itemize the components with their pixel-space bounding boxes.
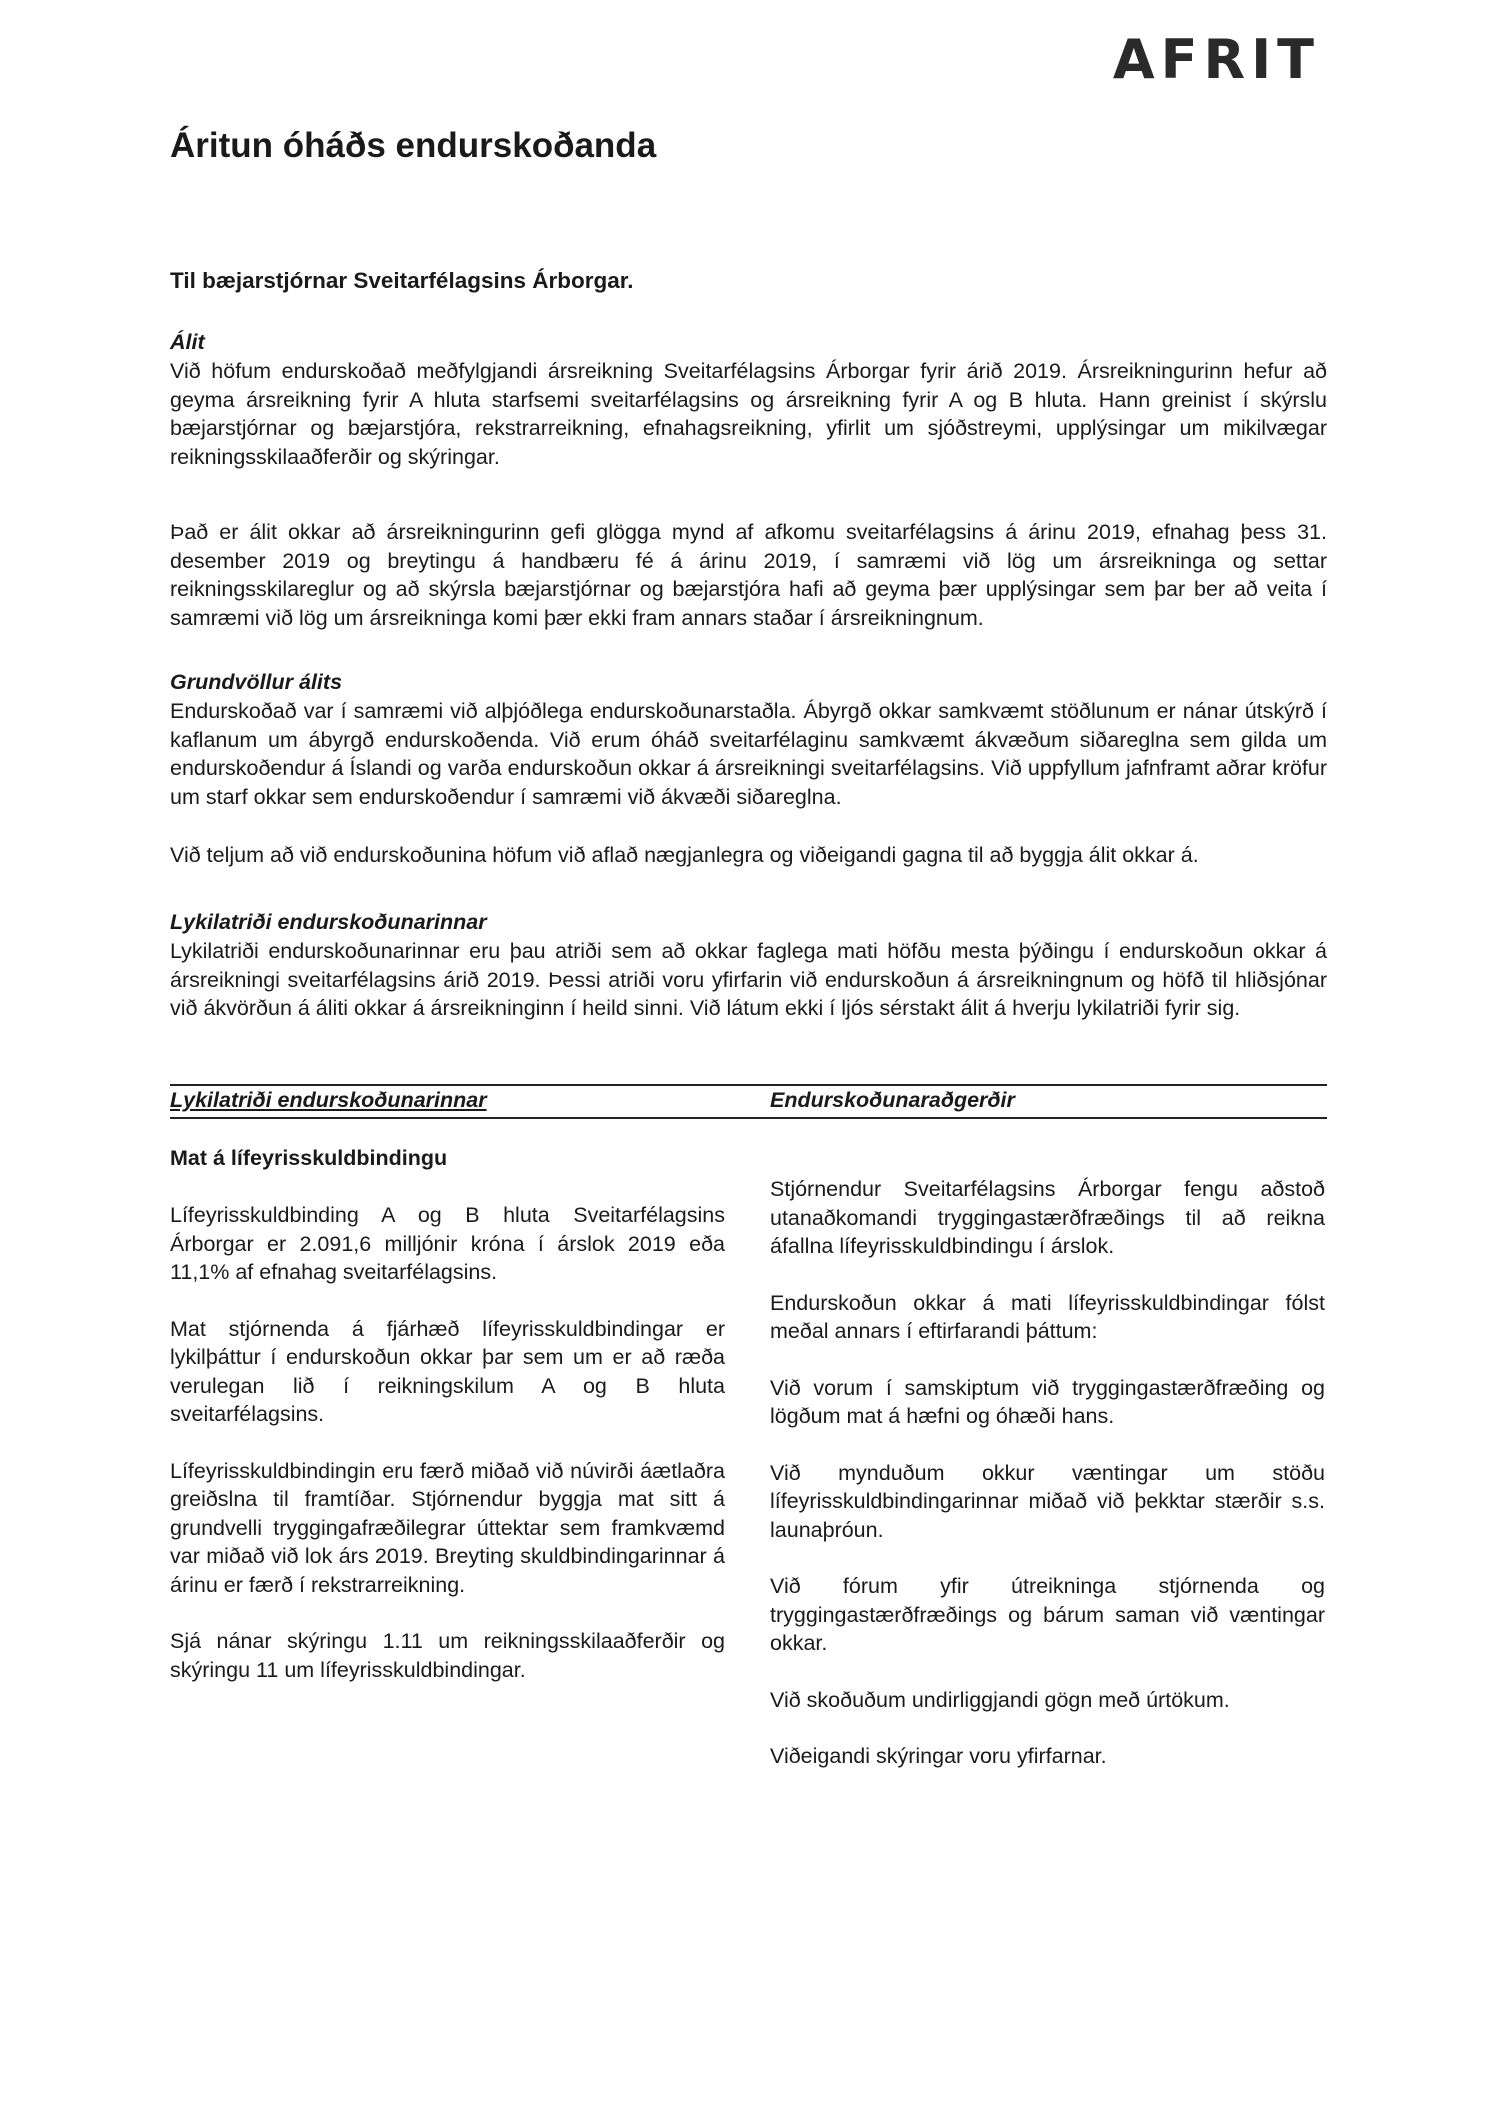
section-heading: Álit (170, 330, 205, 354)
paragraph: Endurskoðað var í samræmi við alþjóðlega endurskoðunarstaðla. Ábyrgð okkar samkvæmt stöðlunum er nánar útskýrð í kaflanum um ábyrgð endurskoðenda. Við erum óháð sveitarfélaginu samkvæmt ákvæðum siðareglna sem gilda um endurskoðendur á Íslandi og varða endurskoðun okkar á ársreikningi sveitarfélagsins. Við uppfyllum jafnframt aðrar kröfur um starf okkar sem endurskoðendur í samræmi við ákvæði siðareglna. (170, 699, 1327, 809)
paragraph: Við teljum að við endurskoðunina höfum við aflað nægjanlegra og viðeigandi gagna til að byggja álit okkar á. (170, 843, 1199, 867)
table-column-matter (170, 1146, 725, 1684)
paragraph: Við fórum yfir útreikninga stjórnenda og tryggingastærðfræðings og bárum saman við væntingar okkar. (770, 1574, 1325, 1655)
paragraph: Við mynduðum okkur væntingar um stöðu lífeyrisskuldbindingarinnar miðað við þekktar stærðir s.s. launaþróun. (770, 1460, 1325, 1542)
table-column-procedures (770, 1175, 1325, 1771)
table-header-rule (170, 1117, 1327, 1119)
paragraph: Lykilatriði endurskoðunarinnar eru þau atriði sem að okkar faglega mati höfðu mesta þýðingu í endurskoðun okkar á ársreikningi sveitarfélagsins árið 2019. Þessi atriði voru yfirfarin við endurskoðun á ársreikningnum og höfð til hliðsjónar við ákvörðun á áliti okkar á ársreikninginn í heild sinni. Við látum ekki í ljós sérstakt álit á hverju lykilatriði fyrir sig. (170, 939, 1327, 1020)
paragraph: Við vorum í samskiptum við tryggingastærðfræðing og lögðum mat á hæfni og óhæði hans. (770, 1375, 1325, 1428)
paragraph: Við skoðuðum undirliggjandi gögn með úrtökum. (770, 1687, 1230, 1712)
matter-title: Mat á lífeyrisskuldbindingu (170, 1146, 448, 1170)
paragraph: Það er álit okkar að ársreikningurinn gefi glögga mynd af afkomu sveitarfélagsins á árinu 2019, efnahag þess 31. desember 2019 og breytingu á handbæru fé á árinu 2019, í samræmi við lög um ársreikninga og settar reikningsskilareglur og að skýrsla bæjarstjórnar og bæjarstjóra hafi að geyma þær upplýsingar sem þar ber að veita í samræmi við lög um ársreikninga komi þær ekki fram annars staðar í ársreikningnum. (170, 520, 1327, 630)
paragraph: Endurskoðun okkar á mati lífeyrisskuldbindingar fólst meðal annars í eftirfarandi þáttum: (770, 1290, 1325, 1343)
paragraph: Við höfum endurskoðað meðfylgjandi ársreikning Sveitarfélagsins Árborgar fyrir árið 2019. Ársreikningurinn hefur að geyma ársreikning fyrir A hluta starfsemi sveitarfélagsins og ársreikning fyrir A og B hluta. Hann greinist í skýrslu bæjarstjórnar og bæjarstjóra, rekstrarreikning, efnahagsreikning, yfirlit um sjóðstreymi, upplýsingar um mikilvægar reikningsskilaaðferðir og skýringar. (170, 359, 1327, 469)
afrit-stamp: AFRIT (1112, 28, 1320, 91)
section-alit (170, 330, 1327, 632)
table-header-right: Endurskoðunaraðgerðir (770, 1088, 1015, 1112)
section-grundvollur (170, 670, 1327, 870)
paragraph: Lífeyrisskuldbindingin eru færð miðað við núvirði áætlaðra greiðslna til framtíðar. Stjórnendur byggja mat sitt á grundvelli tryggingafræðilegrar úttektar sem framkvæmd var miðað við lok árs 2019. Breyting skuldbindingarinnar á árinu er færð í rekstrarreikning. (170, 1458, 725, 1597)
paragraph: Sjá nánar skýringu 1.11 um reikningsskilaaðferðir og skýringu 11 um lífeyrisskuldbindingar. (170, 1629, 725, 1682)
table-top-rule (170, 1084, 1327, 1086)
table-header-left: Lykilatriði endurskoðunarinnar (170, 1088, 487, 1112)
paragraph: Mat stjórnenda á fjárhæð lífeyrisskuldbindingar er lykilþáttur í endurskoðun okkar þar sem um er að ræða verulegan lið í reikningskilum A og B hluta sveitarfélagsins. (170, 1316, 725, 1426)
paragraph: Lífeyrisskuldbinding A og B hluta Sveitarfélagsins Árborgar er 2.091,6 milljónir króna í árslok 2019 eða 11,1% af efnahag sveitarfélagsins. (170, 1203, 725, 1284)
section-lykilatridi (170, 910, 1327, 1023)
page-title: Áritun óháðs endurskoðanda (170, 126, 657, 165)
recipient-line: Til bæjarstjórnar Sveitarfélagsins Árborgar. (170, 268, 634, 293)
paragraph: Viðeigandi skýringar voru yfirfarnar. (770, 1744, 1107, 1768)
section-heading: Grundvöllur álits (170, 670, 343, 694)
section-heading: Lykilatriði endurskoðunarinnar (170, 910, 487, 934)
paragraph: Stjórnendur Sveitarfélagsins Árborgar fengu aðstoð utanaðkomandi tryggingastærðfræðings til að reikna áfallna lífeyrisskuldbindingu í árslok. (770, 1177, 1325, 1258)
